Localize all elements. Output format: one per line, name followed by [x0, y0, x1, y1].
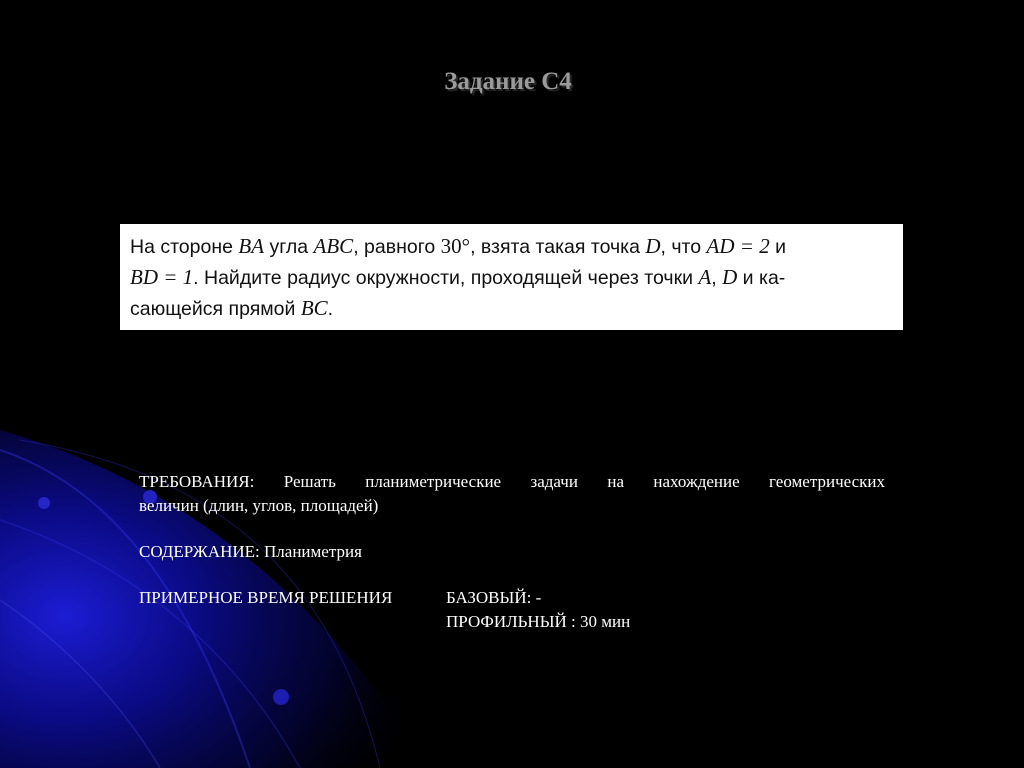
task-text: сающейся прямой: [130, 298, 301, 320]
task-line-3: [130, 293, 893, 324]
task-statement-box: [120, 224, 903, 330]
task-text: , что: [660, 236, 707, 258]
time-levels: [446, 586, 630, 634]
task-math: 30°: [440, 234, 471, 258]
task-text: , взята такая точка: [470, 236, 646, 258]
decor-dot: [38, 497, 50, 509]
requirements: [139, 470, 885, 518]
solution-time: [139, 586, 885, 634]
task-text: На стороне: [130, 236, 239, 258]
task-text: ,: [711, 267, 723, 289]
requirements-line-2: величин (длин, углов, площадей): [139, 496, 379, 515]
task-text: . Найдите радиус окружности, проходящей через точки: [193, 267, 699, 289]
task-line-2: [130, 262, 893, 293]
task-math: BD = 1: [130, 265, 194, 289]
task-math: ABC: [313, 234, 354, 258]
task-math: BA: [238, 234, 265, 258]
task-math: AD = 2: [706, 234, 770, 258]
task-math: D: [722, 265, 738, 289]
task-text: , равного: [353, 236, 441, 258]
task-math: D: [645, 234, 661, 258]
task-text: угла: [264, 236, 314, 258]
requirements-line-1: ТРЕБОВАНИЯ: Решать планиметрические задачи на нахождение геометрических: [139, 472, 885, 491]
task-info: [139, 470, 885, 634]
task-text: и: [769, 236, 787, 258]
time-profile: ПРОФИЛЬНЫЙ : 30 мин: [446, 612, 631, 631]
task-math: BC: [300, 296, 328, 320]
task-line-1: [130, 231, 893, 262]
content-section: СОДЕРЖАНИЕ: Планиметрия: [139, 542, 362, 561]
time-label: ПРИМЕРНОЕ ВРЕМЯ РЕШЕНИЯ: [139, 588, 393, 607]
task-text: и ка-: [737, 267, 786, 289]
task-text: .: [327, 298, 334, 320]
slide-title: Задание С4: [444, 68, 572, 95]
task-math: A: [698, 265, 712, 289]
time-basic: БАЗОВЫЙ: -: [446, 588, 542, 607]
decor-dot: [273, 689, 289, 705]
